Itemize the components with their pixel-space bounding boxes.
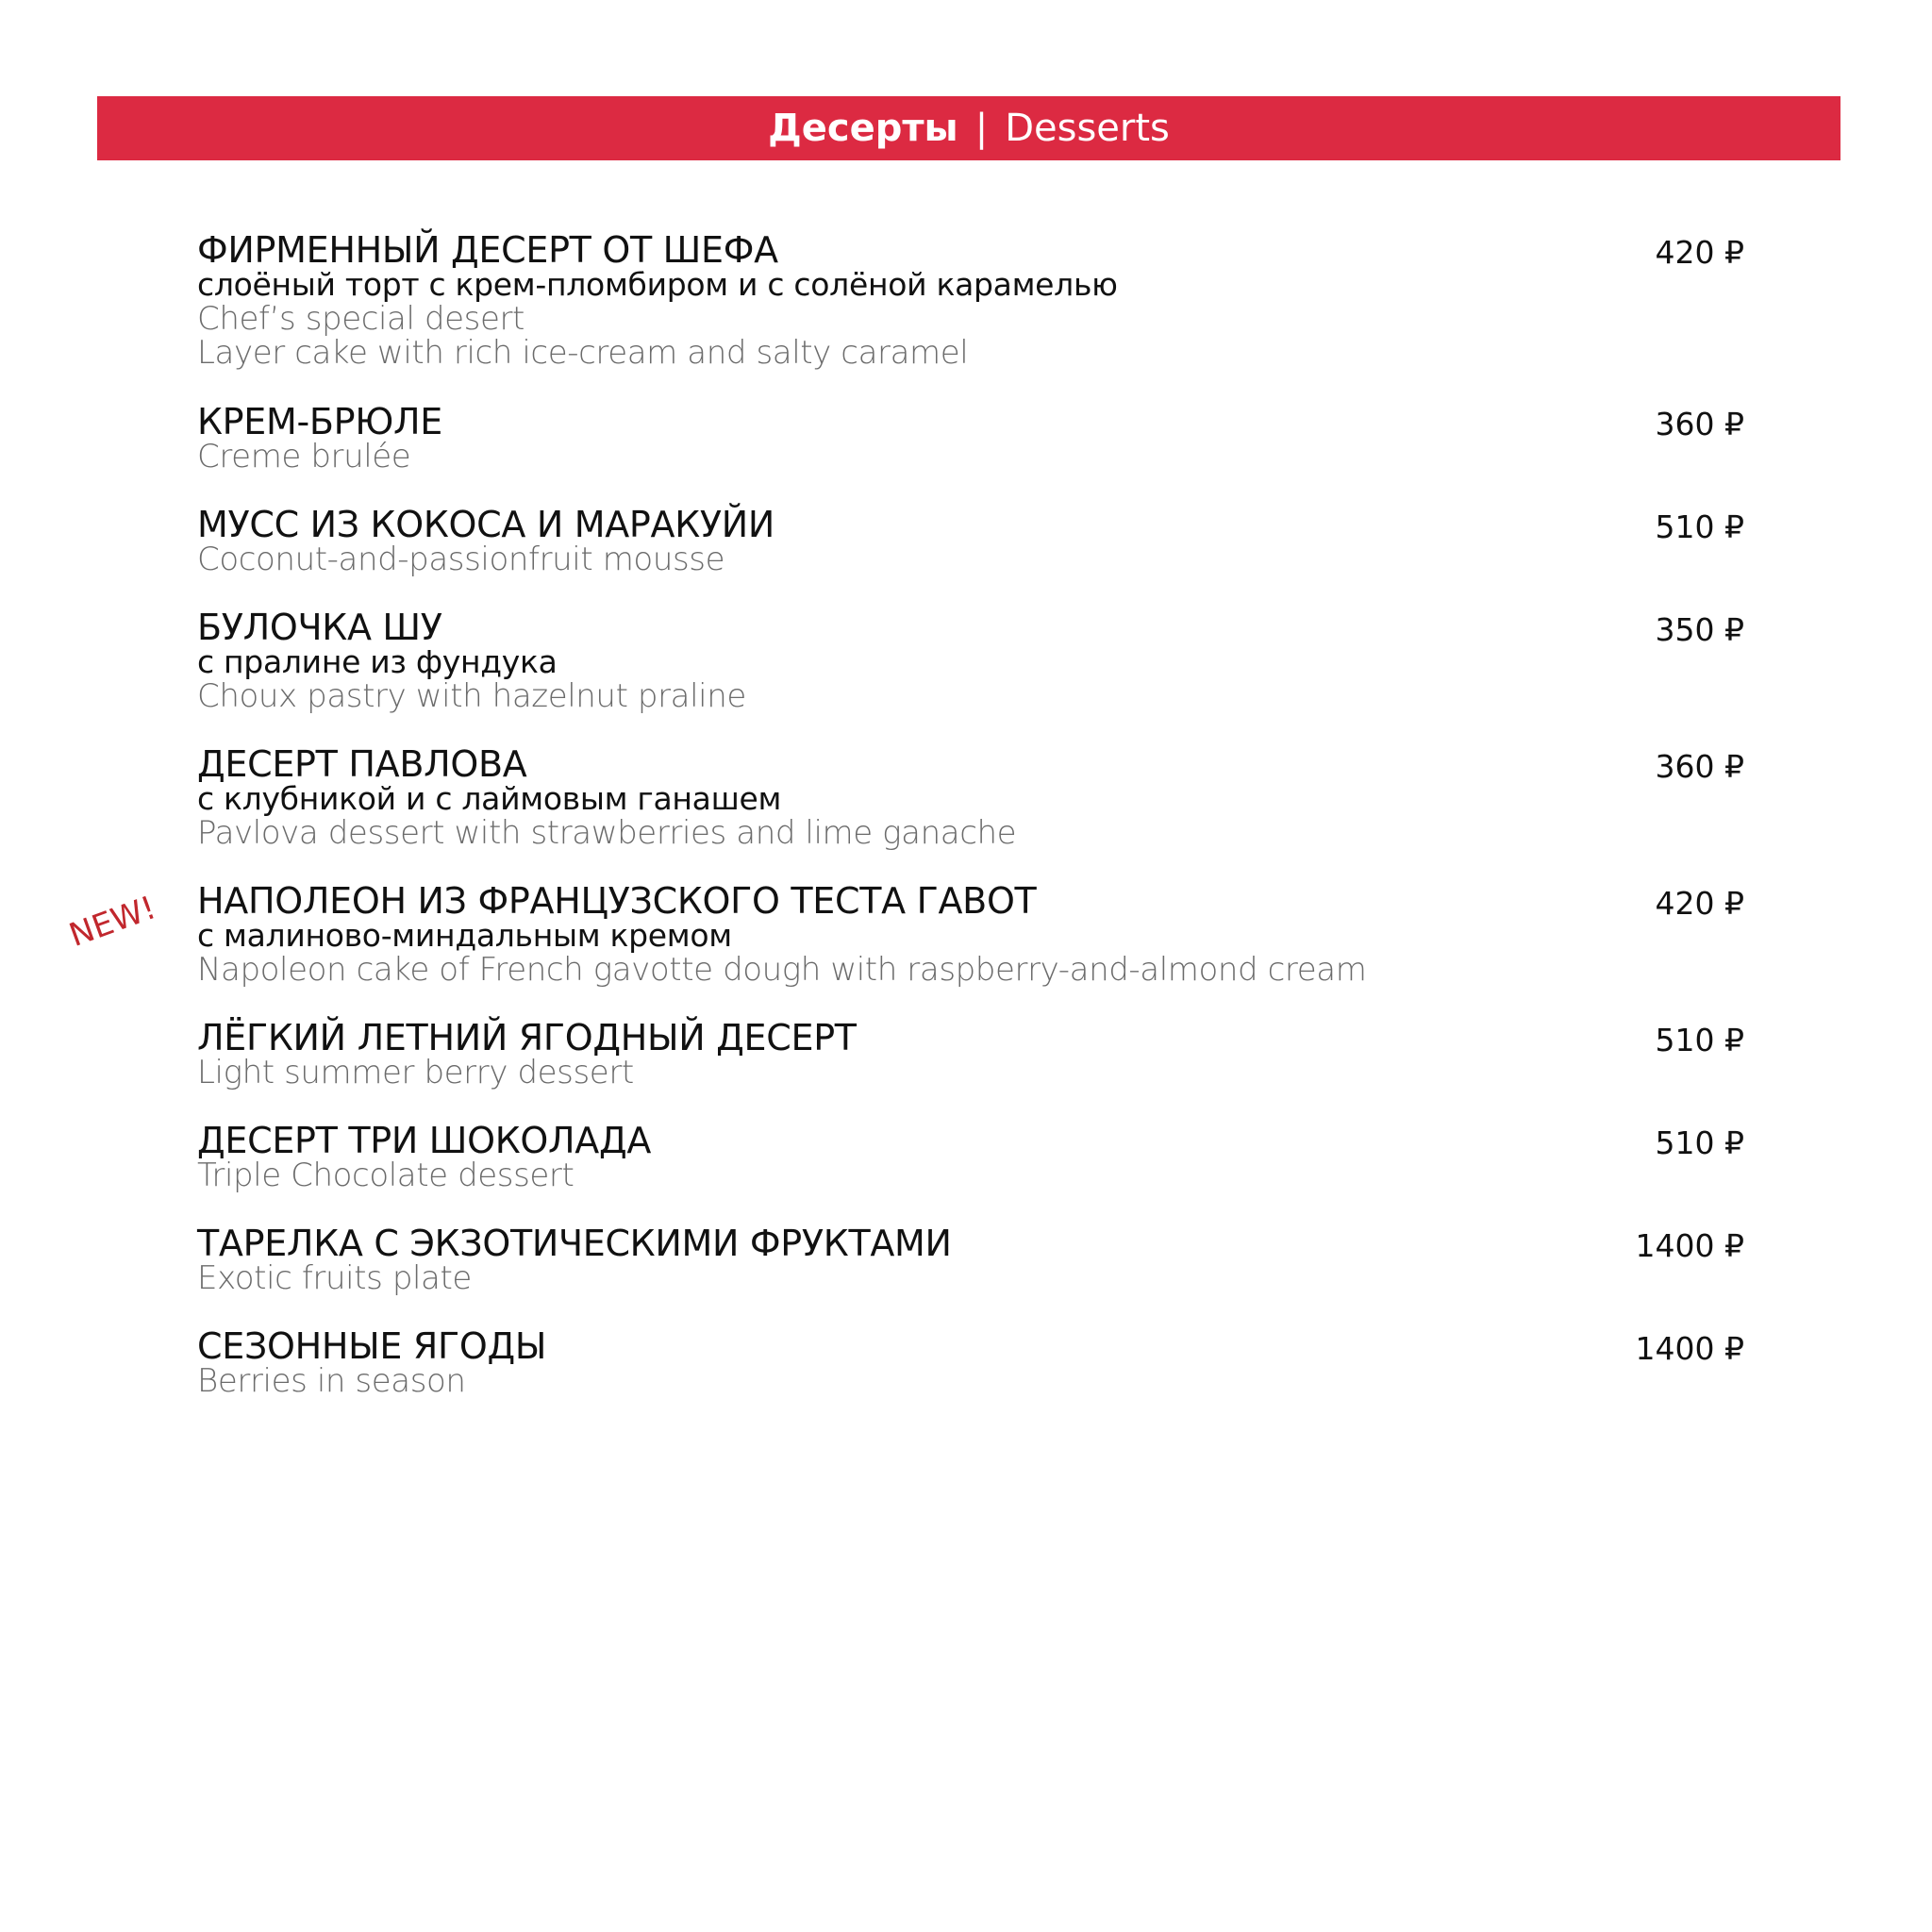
item-price: 1400 ₽ <box>1635 1330 1744 1367</box>
section-header <box>97 96 1840 160</box>
item-price: 510 ₽ <box>1655 1124 1744 1161</box>
menu-item <box>197 504 1744 578</box>
item-description-ru: слоёный торт с крем-пломбиром и с солёной карамелью <box>197 266 1118 303</box>
item-description-ru: с пралине из фундука <box>197 643 558 680</box>
item-name-en: Coconut-and-passionfruit mousse <box>197 541 725 578</box>
item-price: 420 ₽ <box>1655 885 1744 922</box>
item-name-en: Triple Chocolate dessert <box>197 1157 575 1194</box>
menu-item <box>197 743 1744 852</box>
item-description-ru: с малиново-миндальным кремом <box>197 917 732 954</box>
item-name: ЛЁГКИЙ ЛЕТНИЙ ЯГОДНЫЙ ДЕСЕРТ <box>197 1017 857 1058</box>
item-price: 420 ₽ <box>1655 234 1744 271</box>
item-name-en: Exotic fruits plate <box>197 1259 472 1297</box>
menu-item <box>197 1225 1744 1295</box>
section-title-en: Desserts <box>1005 107 1170 150</box>
item-description-ru: с клубникой и с лаймовым ганашем <box>197 780 782 817</box>
menu-item <box>197 1325 1744 1400</box>
menu-item <box>197 880 1744 989</box>
section-title-ru: Десерты <box>768 107 958 150</box>
item-price: 1400 ₽ <box>1635 1227 1744 1264</box>
item-name: КРЕМ-БРЮЛЕ <box>197 401 442 442</box>
item-name: НАПОЛЕОН ИЗ ФРАНЦУЗСКОГО ТЕСТА ГАВОТ <box>197 880 1037 922</box>
menu-item <box>197 1017 1744 1091</box>
new-badge: NEW! <box>64 889 161 955</box>
item-price: 360 ₽ <box>1655 748 1744 785</box>
menu-item <box>197 401 1744 475</box>
item-name: ДЕСЕРТ ПАВЛОВА <box>197 743 527 785</box>
title-separator: | <box>974 107 989 150</box>
item-name: ДЕСЕРТ ТРИ ШОКОЛАДА <box>197 1120 652 1161</box>
item-description-en: Layer cake with rich ice-cream and salty caramel <box>197 334 969 372</box>
item-name-en: Chef’s special desert <box>197 300 525 338</box>
item-name: ТАРЕЛКА С ЭКЗОТИЧЕСКИМИ ФРУКТАМИ <box>197 1223 952 1264</box>
item-name-en: Light summer berry dessert <box>197 1054 634 1091</box>
item-name-en: Berries in season <box>197 1362 466 1400</box>
item-price: 510 ₽ <box>1655 1022 1744 1058</box>
item-name: МУСС ИЗ КОКОСА И МАРАКУЙИ <box>197 504 775 545</box>
item-name: СЕЗОННЫЕ ЯГОДЫ <box>197 1325 547 1367</box>
item-name: ФИРМЕННЫЙ ДЕСЕРТ ОТ ШЕФА <box>197 229 778 271</box>
item-name: БУЛОЧКА ШУ <box>197 607 442 648</box>
item-name-en: Choux pastry with hazelnut praline <box>197 677 746 715</box>
menu-item <box>197 229 1744 372</box>
item-price: 350 ₽ <box>1655 611 1744 648</box>
menu-item <box>197 1120 1744 1194</box>
item-name-en: Creme brulée <box>197 438 411 475</box>
item-name-en: Napoleon cake of French gavotte dough with raspberry-and-almond cream <box>197 951 1367 989</box>
item-price: 510 ₽ <box>1655 508 1744 545</box>
menu-item <box>197 609 1744 713</box>
item-price: 360 ₽ <box>1655 406 1744 442</box>
item-name-en: Pavlova dessert with strawberries and lime ganache <box>197 814 1017 852</box>
